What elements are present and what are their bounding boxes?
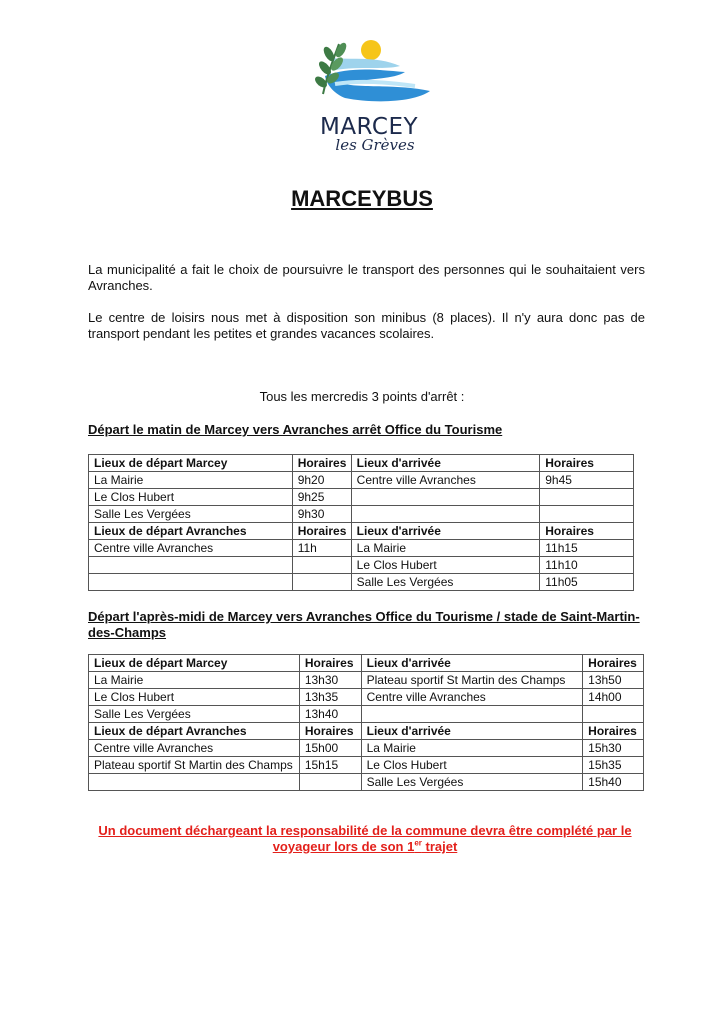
page-title: MARCEYBUS xyxy=(291,186,433,211)
table-header-cell: Lieux d'arrivée xyxy=(361,655,583,672)
table-header-cell: Lieux d'arrivée xyxy=(361,723,583,740)
table-cell: Le Clos Hubert xyxy=(361,757,583,774)
table-cell: 11h xyxy=(292,540,351,557)
table-cell: Salle Les Vergées xyxy=(361,774,583,791)
table-header-cell: Lieux d'arrivée xyxy=(351,523,540,540)
table-header-cell: Horaires xyxy=(299,655,361,672)
table-header-cell: Lieux d'arrivée xyxy=(351,455,540,472)
table-row xyxy=(89,506,634,523)
table-row xyxy=(89,774,644,791)
table-cell xyxy=(351,489,540,506)
table-cell: 9h20 xyxy=(292,472,351,489)
table-cell: 13h30 xyxy=(299,672,361,689)
table-cell: 15h35 xyxy=(583,757,644,774)
table-cell: 13h35 xyxy=(299,689,361,706)
table-cell: 9h30 xyxy=(292,506,351,523)
logo-emblem-icon xyxy=(305,36,435,116)
table-cell: Salle Les Vergées xyxy=(89,506,293,523)
table-header-cell: Horaires xyxy=(583,655,644,672)
table-header-cell: Lieux de départ Marcey xyxy=(89,455,293,472)
table-header-cell: Lieux de départ Avranches xyxy=(89,723,300,740)
table-cell xyxy=(361,706,583,723)
table-row xyxy=(89,740,644,757)
morning-heading: Départ le matin de Marcey vers Avranches arrêt Office du Tourisme xyxy=(88,422,503,437)
table-row xyxy=(89,672,644,689)
table-cell: Plateau sportif St Martin des Champs xyxy=(89,757,300,774)
table-header-cell: Horaires xyxy=(583,723,644,740)
table-header-cell: Horaires xyxy=(292,455,351,472)
table-cell xyxy=(89,557,293,574)
table-cell xyxy=(351,506,540,523)
table-cell: 15h00 xyxy=(299,740,361,757)
warning-text-end: trajet xyxy=(421,839,458,854)
table-cell: 9h45 xyxy=(540,472,634,489)
table-cell: 11h10 xyxy=(540,557,634,574)
warning-text: Un document déchargeant la responsabilité de la commune devra être complété par le voyageur lors de son 1 xyxy=(98,823,632,854)
table-row xyxy=(89,455,634,472)
table-cell: Centre ville Avranches xyxy=(351,472,540,489)
table-header-cell: Lieux de départ Marcey xyxy=(89,655,300,672)
table-cell: La Mairie xyxy=(89,672,300,689)
table-cell: 11h05 xyxy=(540,574,634,591)
table-row xyxy=(89,472,634,489)
table-cell: Centre ville Avranches xyxy=(89,740,300,757)
table-cell: La Mairie xyxy=(351,540,540,557)
warning-notice xyxy=(80,823,650,855)
table-row xyxy=(89,574,634,591)
table-header-cell: Horaires xyxy=(540,523,634,540)
table-cell: Centre ville Avranches xyxy=(89,540,293,557)
marcey-logo xyxy=(300,36,440,161)
table-cell: Salle Les Vergées xyxy=(351,574,540,591)
table-row xyxy=(89,689,644,706)
table-row xyxy=(89,557,634,574)
table-cell xyxy=(583,706,644,723)
table-cell xyxy=(292,574,351,591)
warning-superscript: er xyxy=(414,838,422,848)
logo-subtitle: les Grèves xyxy=(335,136,415,154)
table-header-cell: Horaires xyxy=(292,523,351,540)
table-cell: Le Clos Hubert xyxy=(89,689,300,706)
table-cell: 15h30 xyxy=(583,740,644,757)
morning-schedule-table xyxy=(88,454,634,591)
table-row xyxy=(89,489,634,506)
stops-line: Tous les mercredis 3 points d'arrêt : xyxy=(259,389,465,404)
intro-paragraph-1: La municipalité a fait le choix de poursuivre le transport des personnes qui le souhaitaient vers Avranches. xyxy=(88,262,645,293)
table-cell xyxy=(89,574,293,591)
table-cell xyxy=(540,506,634,523)
table-row xyxy=(89,523,634,540)
table-cell: La Mairie xyxy=(361,740,583,757)
table-row xyxy=(89,723,644,740)
table-cell xyxy=(292,557,351,574)
table-cell: Centre ville Avranches xyxy=(361,689,583,706)
table-cell: 13h40 xyxy=(299,706,361,723)
table-cell: 14h00 xyxy=(583,689,644,706)
table-cell xyxy=(299,774,361,791)
table-cell: Plateau sportif St Martin des Champs xyxy=(361,672,583,689)
table-row xyxy=(89,706,644,723)
intro-paragraph-2: Le centre de loisirs nous met à disposition son minibus (8 places). Il n'y aura donc pas de transport pendant les petites et grandes vacances scolaires. xyxy=(88,310,645,341)
afternoon-schedule-table xyxy=(88,654,644,791)
table-cell: Le Clos Hubert xyxy=(89,489,293,506)
afternoon-heading: Départ l'après-midi de Marcey vers Avranches Office du Tourisme / stade de Saint-Martin-des-Champs xyxy=(88,609,640,640)
table-cell: 15h40 xyxy=(583,774,644,791)
table-header-cell: Horaires xyxy=(299,723,361,740)
table-header-cell: Horaires xyxy=(540,455,634,472)
table-row xyxy=(89,757,644,774)
logo-name: MARCEY xyxy=(319,114,419,140)
table-cell xyxy=(540,489,634,506)
table-cell: Salle Les Vergées xyxy=(89,706,300,723)
table-cell: La Mairie xyxy=(89,472,293,489)
table-cell: 9h25 xyxy=(292,489,351,506)
table-cell: 15h15 xyxy=(299,757,361,774)
table-row xyxy=(89,655,644,672)
table-header-cell: Lieux de départ Avranches xyxy=(89,523,293,540)
table-cell: Le Clos Hubert xyxy=(351,557,540,574)
table-row xyxy=(89,540,634,557)
table-cell xyxy=(89,774,300,791)
table-cell: 13h50 xyxy=(583,672,644,689)
table-cell: 11h15 xyxy=(540,540,634,557)
